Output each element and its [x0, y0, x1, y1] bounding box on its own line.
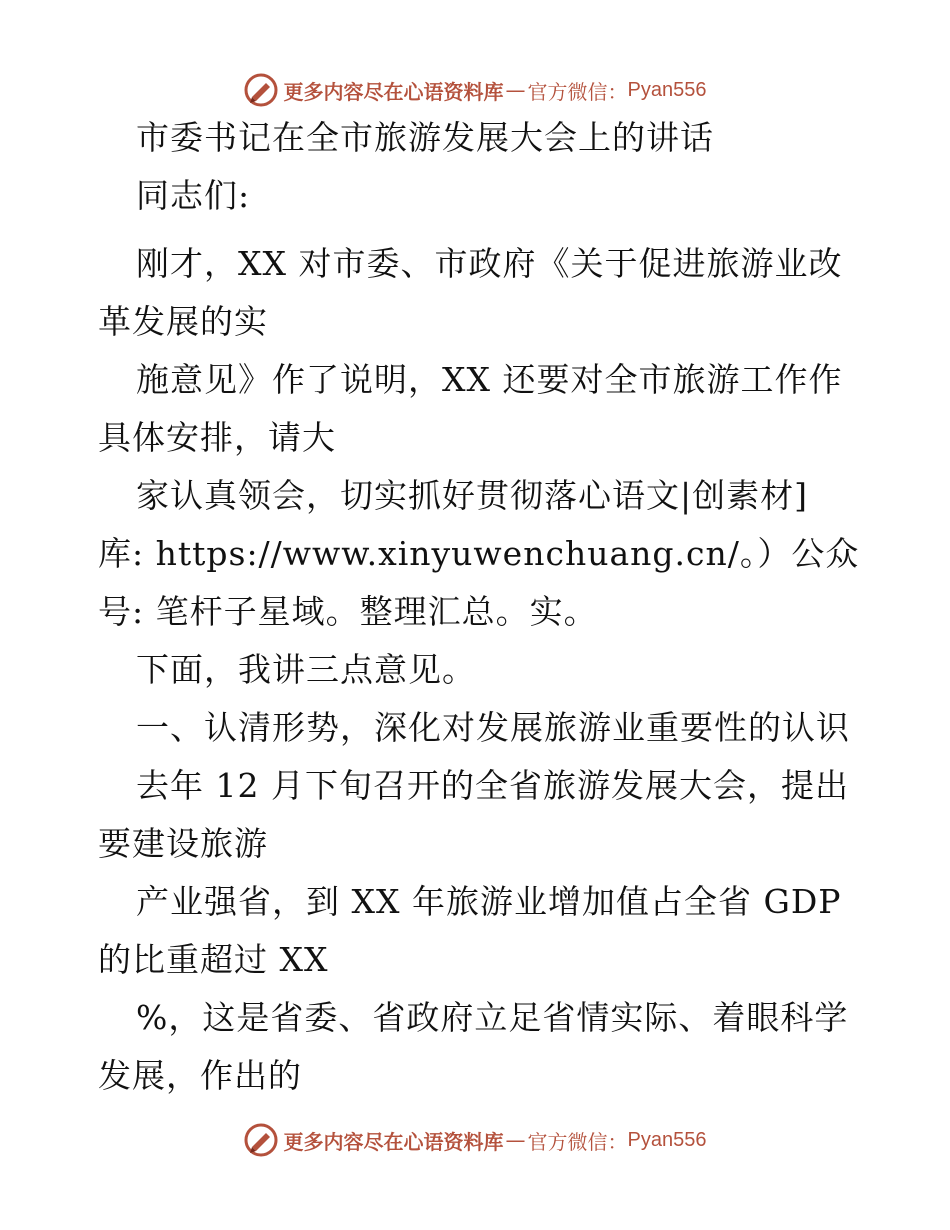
text-line: %，这是省委、省政府立足省情实际、着眼科学: [136, 998, 849, 1037]
text-line: 的比重超过 XX: [98, 940, 329, 979]
header-contact-label: 官方微信：: [527, 79, 628, 104]
text-line: 家认真领会，切实抓好贯彻落心语文|创素材]: [136, 476, 808, 515]
header-site-text: 更多内容尽在心语资料库: [283, 79, 504, 104]
text-line: 号: 笔杆子星域。整理汇总。实。: [98, 592, 598, 631]
header-banner: [0, 70, 950, 110]
pen-logo-icon: [244, 1123, 278, 1157]
text-line: 下面，我讲三点意见。: [136, 650, 476, 689]
text-line: 产业强省，到 XX 年旅游业增加值占全省 GDP: [136, 882, 842, 921]
section-heading: 一、认清形势，深化对发展旅游业重要性的认识: [136, 708, 850, 747]
text-line: 具体安排，请大: [98, 418, 336, 457]
text-line: 刚才，XX 对市委、市政府《关于促进旅游业改: [136, 244, 843, 283]
text-line: 施意见》作了说明，XX 还要对全市旅游工作作: [136, 360, 843, 399]
header-dash: —: [505, 78, 526, 102]
text-line: 库: https://www.xinyuwenchuang.cn/。）公众: [98, 534, 860, 573]
text-line: 要建设旅游: [98, 824, 268, 863]
footer-contact-id: Pyan556: [627, 1128, 707, 1151]
text-line: 发展，作出的: [98, 1056, 302, 1095]
text-line: 去年 12 月下旬召开的全省旅游发展大会，提出: [136, 766, 849, 805]
footer-banner: [0, 1120, 950, 1160]
text-line: 革发展的实: [98, 302, 268, 341]
footer-dash: —: [505, 1128, 526, 1152]
footer-contact-label: 官方微信：: [527, 1129, 628, 1154]
salutation: 同志们:: [136, 176, 251, 215]
document-title: 市委书记在全市旅游发展大会上的讲话: [136, 118, 714, 157]
header-contact-id: Pyan556: [627, 78, 707, 101]
pen-logo-icon: [244, 73, 278, 107]
footer-site-text: 更多内容尽在心语资料库: [283, 1129, 504, 1154]
